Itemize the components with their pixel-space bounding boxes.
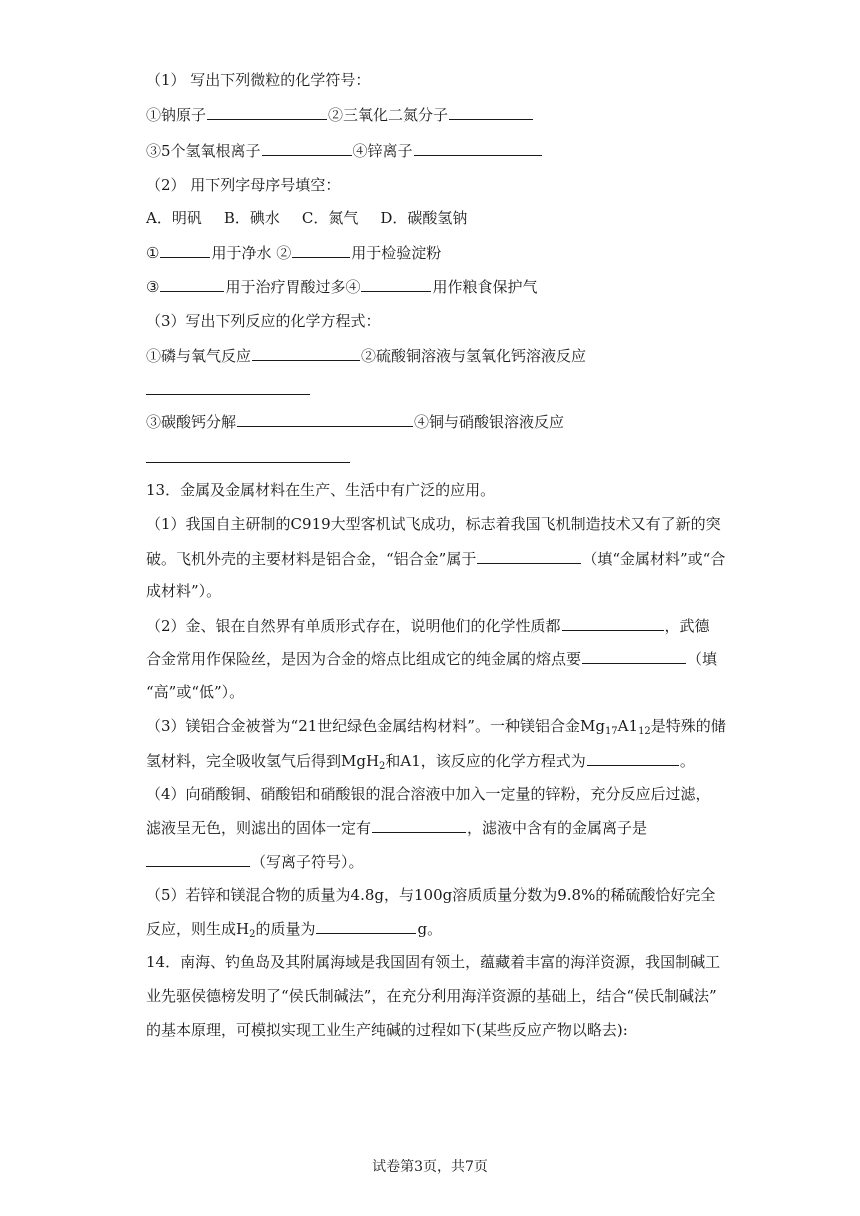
q12-p1-c-label: ③5个氢氧根离子 [146, 142, 261, 160]
answer-blank[interactable] [582, 648, 686, 664]
q13-s2-line2 [146, 648, 726, 669]
answer-blank[interactable] [252, 345, 360, 361]
q12-part2-title: （2） 用下列字母序号填空： [146, 176, 341, 194]
answer-blank[interactable] [146, 393, 310, 395]
q13-s4-text-tail: ，滤液中含有的金属离子是 [467, 819, 648, 837]
q13-s1-hint: （填“金属材料”或“合 [582, 550, 726, 568]
q12-p1-b-label: ②三氧化二氮分子 [328, 106, 449, 124]
answer-blank[interactable] [237, 411, 413, 427]
q12-p2-b-num: ② [276, 244, 292, 262]
answer-blank[interactable] [477, 548, 581, 564]
unit-g: g。 [417, 920, 443, 938]
q13-s5-line1: （5）若锌和镁混合物的质量为4.8g，与100g溶质质量分数为9.8%的稀硫酸恰好完全 [146, 886, 716, 904]
q12-p2-a-text: 用于净水 [211, 244, 272, 262]
q13-s3-line2 [146, 750, 726, 771]
q12-p1-a-label: ①钠原子 [146, 106, 207, 124]
answer-blank[interactable] [372, 817, 466, 833]
subscript: 2 [249, 929, 256, 940]
q13-s4-line3 [146, 851, 726, 872]
q13-s2-line1 [146, 615, 726, 636]
q13-s1-text: 破。飞机外壳的主要材料是铝合金，“铝合金”属于 [146, 550, 477, 568]
q13-s1-line3: 成材料”）。 [146, 582, 222, 600]
q13-s2-line3: “高”或“低”）。 [146, 683, 245, 701]
q13-s1-line2 [146, 548, 726, 569]
q12-part3-row2 [146, 411, 726, 432]
option-d: D．碳酸氢钠 [380, 209, 468, 227]
q12-part2-row1 [146, 242, 726, 263]
q12-p2-b-text: 用于检验淀粉 [351, 244, 442, 262]
subscript: 2 [379, 761, 386, 772]
answer-blank[interactable] [562, 615, 664, 631]
q12-p2-d-text: 用作粮食保护气 [432, 278, 538, 296]
answer-blank[interactable] [587, 750, 679, 766]
answer-blank[interactable] [146, 851, 250, 867]
option-c: C．氮气 [301, 209, 359, 227]
answer-blank[interactable] [160, 242, 210, 258]
q12-p3-c-label: ③碳酸钙分解 [146, 413, 237, 431]
answer-blank[interactable] [262, 140, 352, 156]
period: 。 [679, 752, 695, 770]
q12-part3-row1 [146, 345, 726, 366]
q13-s4-text: 滤液呈无色，则滤出的固体一定有 [146, 819, 372, 837]
option-a: A．明矾 [146, 209, 202, 227]
q13-s4-hint: （写离子符号）。 [251, 853, 364, 871]
q13-s3-formula-part: A1 [617, 717, 639, 735]
q13-s1-line1: （1）我国自主研制的C919大型客机试飞成功，标志着我国飞机制造技术又有了新的突 [146, 515, 721, 533]
q12-p3-d-label: ④铜与硝酸银溶液反应 [414, 413, 565, 431]
q13-intro: 13．金属及金属材料在生产、生活中有广泛的应用。 [146, 481, 496, 499]
q13-s2-hint: （填 [687, 650, 718, 668]
q13-s2-text2: 合金常用作保险丝，是因为合金的熔点比组成它的纯金属的熔点要 [146, 650, 582, 668]
q12-options [146, 208, 726, 228]
q12-p3-b-label: ②硫酸铜溶液与氢氧化钙溶液反应 [361, 347, 587, 365]
answer-blank[interactable] [160, 276, 224, 292]
answer-blank[interactable] [146, 461, 350, 463]
q12-p2-a-num: ① [146, 244, 160, 262]
q12-p1-d-label: ④锌离子 [352, 142, 413, 160]
answer-blank[interactable] [207, 104, 327, 120]
q13-s4-line2 [146, 817, 726, 838]
q13-s2-text-tail: ，武德 [664, 617, 710, 635]
q13-s2-text: （2）金、银在自然界有单质形式存在，说明他们的化学性质都 [146, 617, 561, 635]
q13-s3-text: （3）镁铝合金被誉为“21世纪绿色金属结构材料”。一种镁铝合金Mg [146, 717, 605, 735]
q13-s4-line1: （4）向硝酸铜、硝酸铝和硝酸银的混合溶液中加入一定量的锌粉，充分反应后过滤， [146, 785, 711, 803]
q12-part1-row2 [146, 140, 726, 161]
subscript: 17 [604, 726, 618, 737]
q12-p2-c-num: ③ [146, 278, 160, 296]
q12-p2-c-text: 用于治疗胃酸过多④ [225, 278, 361, 296]
q13-s3-line1 [146, 716, 726, 736]
q13-s3-text3: 和A1，该反应的化学方程式为 [385, 752, 586, 770]
q13-s5-text2: 的质量为 [255, 920, 316, 938]
page-footer: 试卷第3页，共7页 [372, 1159, 488, 1175]
q12-part3-title: （3）写出下列反应的化学方程式： [146, 312, 381, 330]
answer-blank[interactable] [316, 918, 416, 934]
answer-blank[interactable] [414, 140, 542, 156]
q13-s5-text: 反应，则生成H [146, 920, 250, 938]
q13-s3-text-tail: 是特殊的储 [650, 717, 726, 735]
option-b: B．碘水 [223, 209, 280, 227]
q13-s5-line2 [146, 918, 726, 939]
q14-line3: 的基本原理，可模拟实现工业生产纯碱的过程如下(某些反应产物以略去): [146, 1021, 628, 1039]
q14-line2: 业先驱侯德榜发明了“侯氏制碱法”，在充分利用海洋资源的基础上，结合“侯氏制碱法” [146, 987, 717, 1005]
q12-part1-title: （1） 写出下列微粒的化学符号： [146, 71, 371, 89]
q12-p3-a-label: ①磷与氧气反应 [146, 347, 252, 365]
subscript: 12 [638, 726, 651, 737]
q12-part1-row1 [146, 104, 726, 125]
answer-blank[interactable] [361, 276, 431, 292]
answer-blank[interactable] [449, 104, 533, 120]
q13-s3-text2: 氢材料，完全吸收氢气后得到MgH [146, 752, 380, 770]
answer-blank[interactable] [292, 242, 350, 258]
q14-line1: 14．南海、钓鱼岛及其附属海域是我国固有领土，蕴藏着丰富的海洋资源，我国制碱工 [146, 953, 721, 971]
q12-part2-row2 [146, 276, 726, 297]
